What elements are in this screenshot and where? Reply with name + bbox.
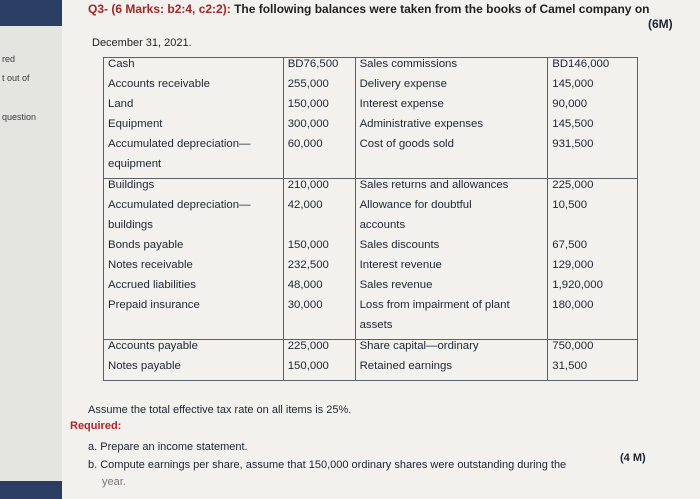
left-panel [0, 0, 63, 499]
table-row [104, 78, 638, 98]
left-account-amount: 210,000 [283, 179, 355, 200]
right-account-name: Interest revenue [355, 259, 548, 279]
right-account-amount: 90,000 [548, 98, 638, 118]
right-account-name: Allowance for doubtful [355, 199, 548, 219]
right-account-amount: 67,500 [548, 239, 638, 259]
right-account-name: Share capital—ordinary [355, 340, 548, 361]
left-account-name: Notes payable [104, 360, 284, 381]
right-account-name: Interest expense [355, 98, 548, 118]
left-account-name: Bonds payable [104, 239, 284, 259]
table-row [104, 158, 638, 179]
right-account-name: Administrative expenses [355, 118, 548, 138]
left-account-amount [283, 158, 355, 179]
left-account-name: buildings [104, 219, 284, 239]
left-account-name: Land [104, 98, 284, 118]
left-account-name: Accrued liabilities [104, 279, 284, 299]
left-account-name: Accumulated depreciation— [104, 138, 284, 158]
requirement-a: a. Prepare an income statement. [88, 441, 248, 453]
left-account-amount [283, 219, 355, 239]
sidebar-label-question: question [2, 112, 37, 122]
table-row [104, 179, 638, 200]
question-date: December 31, 2021. [92, 37, 192, 49]
top-bar-strip [0, 0, 62, 26]
requirement-b: b. Compute earnings per share, assume that 150,000 ordinary shares were outstanding during the [88, 459, 567, 471]
left-account-name: Accumulated depreciation— [104, 199, 284, 219]
table-row [104, 219, 638, 239]
right-account-name: Sales returns and allowances [355, 179, 548, 200]
question-text: The following balances were taken from the books of Camel company on [234, 2, 650, 16]
requirement-a-marks: (4 M) [620, 452, 646, 464]
table-row [104, 239, 638, 259]
balances-table [103, 57, 638, 381]
right-account-amount: 31,500 [548, 360, 638, 381]
left-account-name [104, 319, 284, 340]
right-account-amount: 225,000 [548, 179, 638, 200]
table-row [104, 340, 638, 361]
right-account-name: Sales revenue [355, 279, 548, 299]
left-account-amount: 232,500 [283, 259, 355, 279]
left-account-name: Accounts receivable [104, 78, 284, 98]
left-account-amount: 255,000 [283, 78, 355, 98]
sidebar-label-out-of: t out of [2, 73, 30, 83]
right-account-amount: 180,000 [548, 299, 638, 319]
left-account-amount: 150,000 [283, 239, 355, 259]
left-account-name: Cash [104, 58, 284, 79]
left-account-amount: 300,000 [283, 118, 355, 138]
table-row [104, 199, 638, 219]
required-label: Required: [70, 420, 122, 432]
table-row [104, 299, 638, 319]
requirement-b-continued: year. [102, 476, 126, 488]
tax-assumption: Assume the total effective tax rate on all items is 25%. [88, 404, 352, 416]
right-account-name: assets [355, 319, 548, 340]
table-row [104, 118, 638, 138]
right-account-name [355, 158, 548, 179]
sidebar-label-red: red [2, 54, 16, 64]
right-account-amount: 750,000 [548, 340, 638, 361]
right-account-amount: 931,500 [548, 138, 638, 158]
table-row [104, 138, 638, 158]
question-marks: (6M) [648, 17, 673, 31]
right-account-name: Sales commissions [355, 58, 548, 79]
table-row [104, 58, 638, 79]
bottom-bar-strip [0, 481, 62, 499]
right-account-amount: 145,500 [548, 118, 638, 138]
right-account-amount [548, 319, 638, 340]
question-code: Q3- (6 Marks: b2:4, c2:2): [88, 2, 231, 16]
right-account-amount [548, 219, 638, 239]
left-account-name: Prepaid insurance [104, 299, 284, 319]
table-row [104, 360, 638, 381]
right-account-amount: 1,920,000 [548, 279, 638, 299]
left-account-amount: 48,000 [283, 279, 355, 299]
left-account-amount [283, 319, 355, 340]
left-account-amount: 225,000 [283, 340, 355, 361]
left-account-amount: 150,000 [283, 360, 355, 381]
right-account-name: Cost of goods sold [355, 138, 548, 158]
right-account-amount: 145,000 [548, 78, 638, 98]
left-account-amount: 42,000 [283, 199, 355, 219]
table-row [104, 98, 638, 118]
table-row [104, 279, 638, 299]
table-row [104, 259, 638, 279]
left-account-name: Notes receivable [104, 259, 284, 279]
left-account-amount: BD76,500 [283, 58, 355, 79]
right-account-name: Retained earnings [355, 360, 548, 381]
left-account-amount: 60,000 [283, 138, 355, 158]
right-account-amount: BD146,000 [548, 58, 638, 79]
right-account-name: Delivery expense [355, 78, 548, 98]
right-account-name: Loss from impairment of plant [355, 299, 548, 319]
question-heading [88, 2, 649, 16]
right-account-amount: 10,500 [548, 199, 638, 219]
left-account-amount: 30,000 [283, 299, 355, 319]
left-account-name: equipment [104, 158, 284, 179]
left-account-name: Buildings [104, 179, 284, 200]
table-row [104, 319, 638, 340]
right-account-amount [548, 158, 638, 179]
left-account-name: Accounts payable [104, 340, 284, 361]
right-account-amount: 129,000 [548, 259, 638, 279]
left-account-name: Equipment [104, 118, 284, 138]
left-account-amount: 150,000 [283, 98, 355, 118]
right-account-name: accounts [355, 219, 548, 239]
right-account-name: Sales discounts [355, 239, 548, 259]
